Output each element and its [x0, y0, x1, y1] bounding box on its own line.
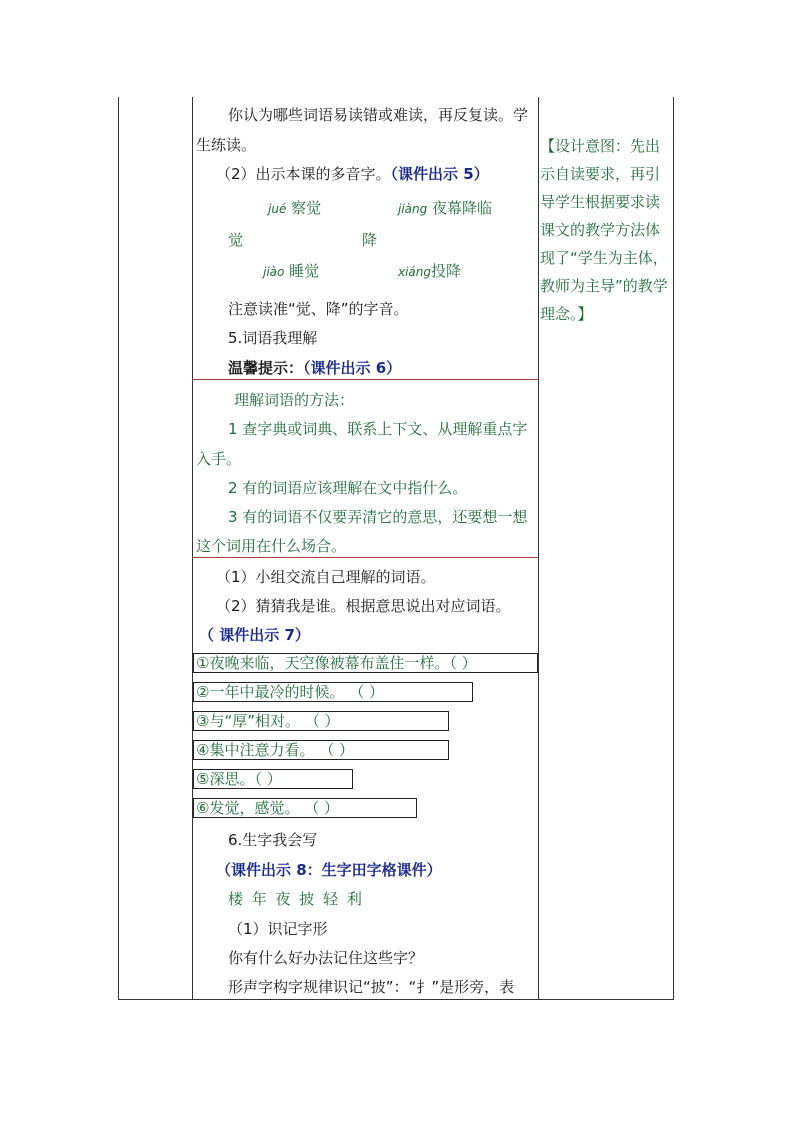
char-jiang: 降 — [362, 231, 378, 249]
new-characters: 楼 年 夜 披 轻 利 — [228, 890, 364, 908]
pinyin-jiang: jiàng — [398, 202, 428, 216]
step-1: （1）小组交流自己理解的词语。 — [216, 568, 436, 586]
courseware-ref-5: （课件出示 5） — [390, 165, 489, 183]
pinyin-xiang: xiáng — [398, 265, 432, 279]
warm-tip-label: 温馨提示： — [228, 359, 304, 377]
polyphonic-intro-text: （2）出示本课的多音字。 — [216, 165, 391, 183]
quiz-item-2: ②一年中最冷的时候。 （ ） — [193, 682, 473, 702]
method-2: 2 有的词语应该理解在文中指什么。 — [228, 479, 468, 497]
method-1-line2: 入手。 — [196, 450, 242, 468]
step-shape: （1）识记字形 — [228, 920, 328, 938]
word-touxiang: 投降 — [431, 262, 462, 280]
memorize-question: 你有什么好办法记住这些字？ — [228, 949, 424, 967]
polyphonic-intro — [216, 164, 489, 184]
word-shuijiao: 睡觉 — [289, 262, 320, 280]
quiz-item-1: ①夜晚来临，天空像被幕布盖住一样。（ ） — [193, 653, 538, 673]
method-title: 理解词语的方法： — [234, 391, 355, 409]
courseware-ref-8: （课件出示 8：生字田字格课件） — [216, 861, 442, 879]
method-3-line2: 这个词用在什么场合。 — [196, 537, 347, 555]
step-2: （2）猜猜我是谁。根据意思说出对应词语。 — [216, 597, 511, 615]
table-bottom-border — [118, 999, 674, 1000]
pronunciation-note: 注意读准“觉、降”的字音。 — [228, 300, 409, 318]
quiz-item-4: ④集中注意力看。 （ ） — [193, 740, 449, 760]
design-intent-note: 【设计意图：先出示自读要求，再引导学生根据要求读课文的教学方法体现了“学生为主体，教师为主导”的教学理念。】 — [540, 137, 668, 323]
method-1-line1: 1 查字典或词典、联系上下文、从理解重点字 — [228, 420, 528, 438]
poly-jue — [268, 198, 321, 219]
section-5-heading: 5.词语我理解 — [228, 329, 318, 347]
poly-jiao — [263, 261, 319, 282]
word-chajue: 察觉 — [291, 199, 322, 217]
warm-tip — [228, 358, 401, 378]
quiz-item-3: ③与“厚”相对。 （ ） — [193, 711, 449, 731]
tip-box-top — [193, 379, 538, 380]
table-col-divider-2 — [538, 97, 539, 1000]
para1-line2: 生练读。 — [196, 136, 257, 154]
poly-jiang — [398, 198, 492, 219]
courseware-ref-7: （ 课件出示 7） — [199, 626, 310, 644]
section-6-heading: 6.生字我会写 — [228, 831, 318, 849]
char-jue: 觉 — [228, 231, 244, 249]
pinyin-jiao: jiào — [263, 265, 285, 279]
quiz-item-6: ⑥发觉，感觉。 （ ） — [193, 798, 417, 818]
tip-box-bottom — [193, 557, 538, 558]
poly-xiang — [398, 261, 461, 282]
table-col-divider-1 — [192, 97, 193, 1000]
quiz-item-5: ⑤深思。（ ） — [193, 769, 353, 789]
para1-line1: 你认为哪些词语易读错或难读，再反复读。学 — [228, 106, 529, 124]
word-yemujianglin: 夜幕降临 — [432, 199, 493, 217]
courseware-ref-6: （课件出示 6） — [303, 359, 402, 377]
phono-semantic-note: 形声字构字规律识记“披”：“扌”是形旁，表 — [228, 978, 515, 996]
table-left-border — [118, 97, 119, 1000]
pinyin-jue: jué — [268, 202, 287, 216]
method-3-line1: 3 有的词语不仅要弄清它的意思，还要想一想 — [228, 508, 528, 526]
